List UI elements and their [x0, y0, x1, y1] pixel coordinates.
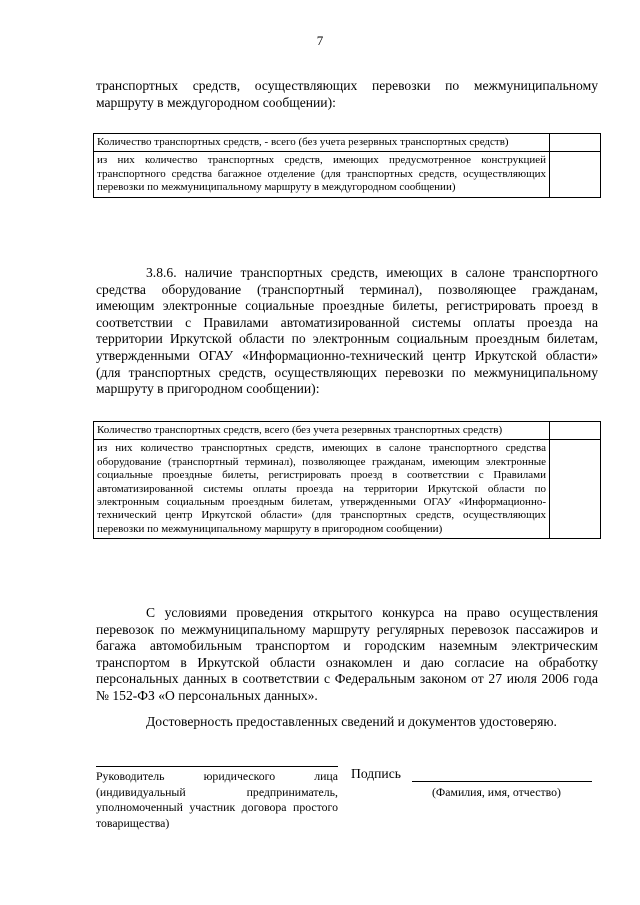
- consent-paragraph: С условиями проведения открытого конкурса на право осуществления перевозок по межмуниципальному маршруту регулярных перевозок пассажиров и багажа автомобильным транспортом и городским наземным электрическим транспортом в Иркутской области ознакомлен и даю согласие на обработку персональных данных в соответствии с Федеральным законом от 27 июля 2006 года № 152-ФЗ «О персональных данных».: [96, 605, 598, 703]
- signature-line[interactable]: [412, 781, 592, 782]
- intro-paragraph: транспортных средств, осуществляющих перевозки по межмуниципальному маршруту в междугородном сообщении):: [96, 78, 598, 110]
- signature-label: Подпись: [351, 766, 401, 781]
- table-cell-value[interactable]: [550, 422, 601, 440]
- signatory-role: Руководитель юридического лица (индивидуальный предприниматель, уполномоченный участник договора простого товарищества): [96, 766, 338, 831]
- table-cell-value[interactable]: [550, 440, 601, 539]
- reliability-paragraph: Достоверность предоставленных сведений и документов удостоверяю.: [146, 714, 557, 729]
- table-row: [94, 134, 601, 152]
- table-cell-value[interactable]: [550, 152, 601, 197]
- table-vehicles-intercity: [93, 133, 601, 198]
- table-cell-label: Количество транспортных средств, всего (без учета резервных транспортных средств): [94, 422, 550, 440]
- table-cell-value[interactable]: [550, 134, 601, 152]
- table-cell-label: из них количество транспортных средств, имеющих в салоне транспортного средства оборудование (транспортный терминал), позволяющее гражданам, имеющим электронные социальные проездные билеты, регистрировать проезд в соответствии с Правилами автоматизированной системы оплаты проезда на территории Иркутской области по электронным социальным проездным билетам, утвержденными ОГАУ «Информационно-технический центр Иркутской области» (для транспортных средств, осуществляющих перевозки по межмуниципальному маршруту в пригородном сообщении): [94, 440, 550, 539]
- signature-name-caption: (Фамилия, имя, отчество): [432, 785, 561, 799]
- table-row: [94, 422, 601, 440]
- table-vehicles-suburban: [93, 421, 601, 539]
- table-cell-label: из них количество транспортных средств, имеющих предусмотренное конструкцией транспортного средства багажное отделение (для транспортных средств, осуществляющих перевозки по межмуниципальному маршруту в междугородном сообщении): [94, 152, 550, 197]
- section-3-8-6: 3.8.6. наличие транспортных средств, имеющих в салоне транспортного средства оборудование (транспортный терминал), позволяющее гражданам, имеющим электронные социальные проездные билеты, регистрировать проезд в соответствии с Правилами автоматизированной системы оплаты проезда на территории Иркутской области по электронным социальным проездным билетам, утвержденными ОГАУ «Информационно-технический центр Иркутской области» (для транспортных средств, осуществляющих перевозки по межмуниципальному маршруту в пригородном сообщении):: [96, 265, 598, 397]
- table-row: [94, 440, 601, 539]
- table-row: [94, 152, 601, 197]
- page-number: 7: [316, 33, 324, 48]
- table-cell-label: Количество транспортных средств, - всего (без учета резервных транспортных средств): [94, 134, 550, 152]
